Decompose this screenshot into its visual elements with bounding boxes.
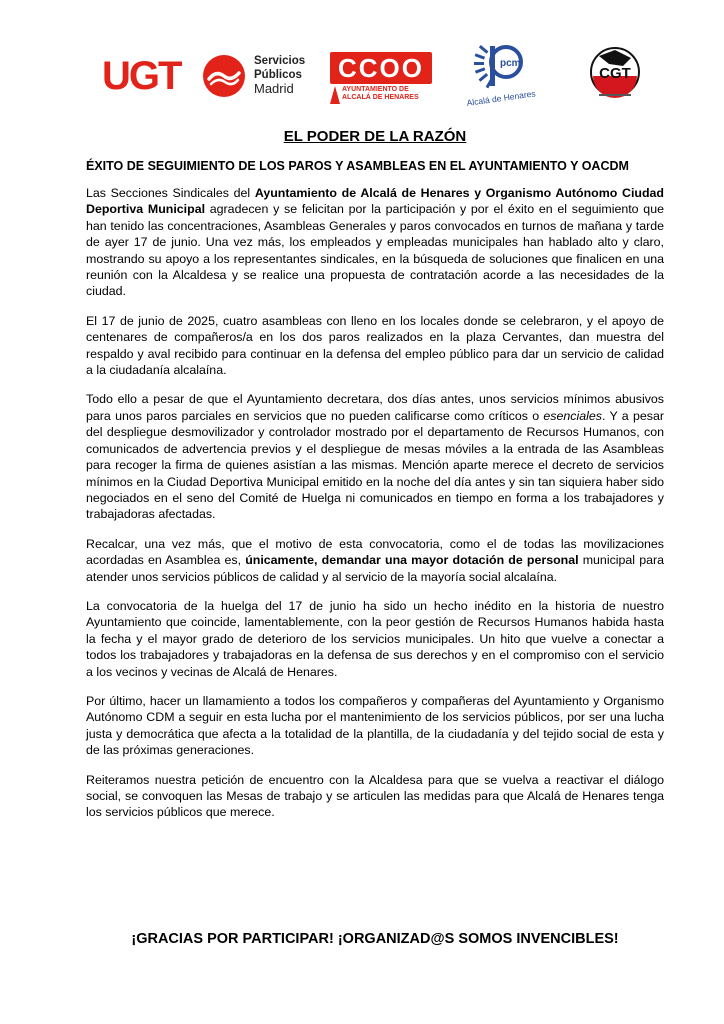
paragraph-3-a: Todo ello a pesar de que el Ayuntamiento decretara, dos días antes, unos servicios mínimos abusivos para unos paros parciales en servicios que no pueden calificarse como críticos o xyxy=(86,392,664,423)
logo-bar xyxy=(0,0,724,120)
ccoo-caption xyxy=(342,86,419,102)
paragraph-4-c: municipal para atender unos servicios públicos de calidad y al servicio de la mayoría social alcalaína. xyxy=(86,553,665,584)
paragraph-1 xyxy=(86,185,664,300)
ugt-line-3: Madrid xyxy=(254,81,294,96)
document-title: EL PODER DE LA RAZÓN xyxy=(283,128,467,145)
ugt-caption xyxy=(254,54,305,96)
closing-slogan: ¡GRACIAS POR PARTICIPAR! ¡ORGANIZAD@S SOMOS INVENCIBLES! xyxy=(131,931,619,947)
ccoo-line-2: ALCALÁ DE HENARES xyxy=(342,94,419,101)
ugt-line-1: Servicios xyxy=(254,55,306,67)
pcm-caption: Alcalá de Henares xyxy=(466,88,537,108)
cgt-wordmark: CGT xyxy=(599,65,631,82)
document-subtitle: ÉXITO DE SEGUIMIENTO DE LOS PAROS Y ASAMBLEAS EN EL AYUNTAMIENTO Y OACDM xyxy=(86,159,629,173)
paragraph-6: Por último, hacer un llamamiento a todos los compañeros y compañeras del Ayuntamiento y Organismo Autónomo CDM a seguir en esta lucha por el mantenimiento de los servicios públicos, por ser una lucha justa y democrática que afecta a la totalidad de la plantilla, de la ciudadanía y del tejido social de esta y de las próximas generaciones. xyxy=(86,693,664,758)
ccoo-logo xyxy=(330,52,432,104)
paragraph-2: El 17 de junio de 2025, cuatro asambleas con lleno en los locales donde se celebraron, y el apoyo de centenares de compañeros/a en los dos paros realizados en la plaza Cervantes, dan muestra del respaldo y aval recibido para continuar en la defensa del empleo público para dar un servicio de calidad a la ciudadanía alcalaína. xyxy=(86,313,664,378)
paragraph-1-c: agradecen y se felicitan por la participación y por el éxito en el seguimiento que han tenido las concentraciones, Asambleas Generales y paros convocados en turnos de mañana y tarde de ayer 17 de junio. Una vez más, los empleados y empleadas municipales han hablado alto y claro, mostrando su apoyo a los representantes sindicales, en la búsqueda de soluciones que finalicen en una reunión con la Alcaldesa y se realice una propuesta de contratación acorde a las necesidades de la ciudad. xyxy=(86,202,664,299)
ugt-handshake-icon xyxy=(200,54,248,98)
ugt-wordmark: UGT xyxy=(102,54,181,98)
paragraph-4 xyxy=(86,536,664,585)
pcm-logo xyxy=(466,40,537,112)
paragraph-7: Reiteramos nuestra petición de encuentro con la Alcaldesa para que se vuelva a reactivar el diálogo social, se convoquen las Mesas de trabajo y se articulen las medidas para que Alcalá de Henares tenga los servicios públicos que merece. xyxy=(86,772,664,820)
pcm-mark: pcm xyxy=(500,58,521,69)
ccoo-wordmark: CCOO xyxy=(338,53,424,83)
ccoo-line-1: AYUNTAMIENTO DE xyxy=(342,86,409,93)
ugt-line-2: Públicos xyxy=(254,69,302,81)
paragraph-4-a: Recalcar, una vez más, que el motivo de esta convocatoria, como el de todas las movilizaciones acordadas en Asamblea es, xyxy=(86,536,664,568)
document-body xyxy=(86,128,664,834)
paragraph-3-italic: esenciales xyxy=(543,408,602,423)
paragraph-1-bold: Ayuntamiento de Alcalá de Henares y Organismo Autónomo Ciudad Deportiva Municipal xyxy=(86,186,664,217)
paragraph-3 xyxy=(86,391,664,522)
ccoo-arrow-icon xyxy=(330,86,340,104)
paragraph-3-c: . Y a pesar del despliegue desmovilizador y controlador mostrado por el departamento de Recursos Humanos, con comunicados de advertencia previos y el despliegue de mesas móviles a la entrada de las Asambleas para recoger la firma de quienes asistían a las mismas. Mención aparte merece el decreto de servicios mínimos en la Ciudad Deportiva Municipal emitido en la noche del día antes y sin tan siquiera haber sido negociados en el seno del Comité de Huelga ni comunicados en tiempo en forma a los trabajadores y trabajadoras afectadas. xyxy=(86,408,664,522)
paragraph-1-a: Las Secciones Sindicales del xyxy=(86,186,255,200)
cgt-logo xyxy=(589,46,641,102)
paragraph-5: La convocatoria de la huelga del 17 de junio ha sido un hecho inédito en la historia de nuestro Ayuntamiento que coincide, lamentablemente, con la peor gestión de Recursos Humanos habida hasta la fecha y el mayor grado de deterioro de los servicios municipales. Un hito que vuelve a conectar a todos los trabajadores y trabajadoras en la defensa de sus derechos y en el compromiso con el servicio a los vecinos y vecinas de Alcalá de Henares. xyxy=(86,598,664,679)
paragraph-4-bold: únicamente, demandar una mayor dotación de personal xyxy=(245,553,579,568)
